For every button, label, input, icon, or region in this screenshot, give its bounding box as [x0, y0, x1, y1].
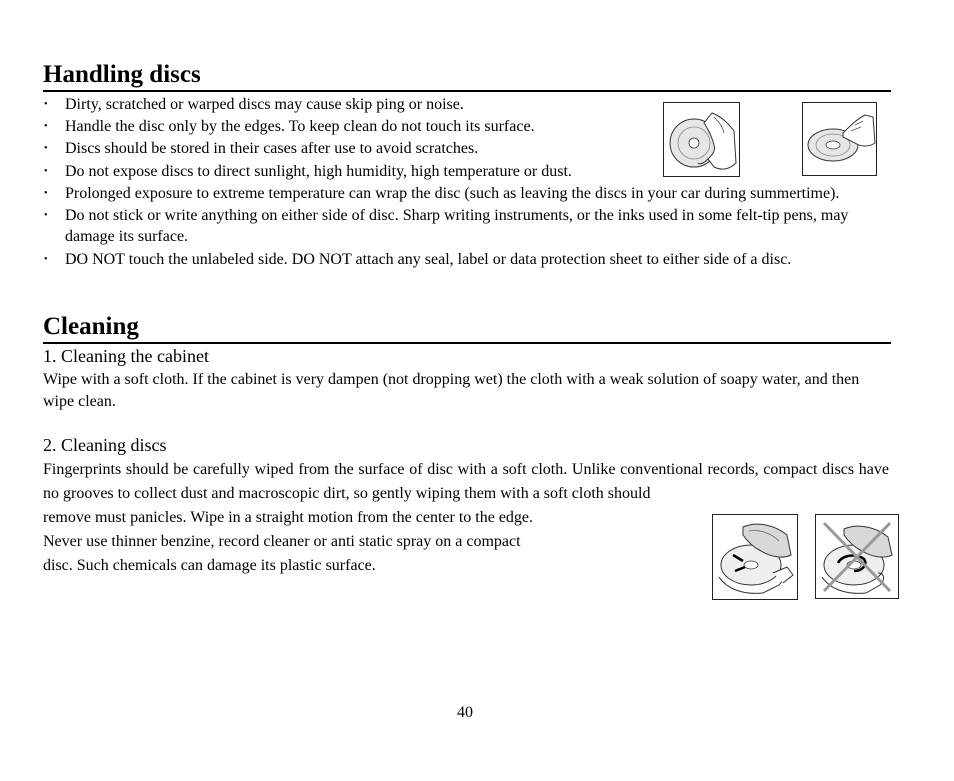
- section-title-handling: Handling discs: [43, 61, 201, 88]
- bullet-icon: •: [44, 210, 48, 222]
- hand-holding-disc-by-edge-icon: [663, 102, 740, 177]
- wipe-disc-center-to-edge-icon: [712, 514, 798, 600]
- section-title-cleaning: Cleaning: [43, 313, 139, 340]
- handling-bullet-list: [43, 94, 891, 271]
- list-item: • DO NOT touch the unlabeled side. DO NOT attach any seal, label or data protection sheet to either side of a disc.: [43, 249, 891, 270]
- cabinet-paragraph: Wipe with a soft cloth. If the cabinet is very dampen (not dropping wet) the cloth with a weak solution of soapy water, and then wipe clean.: [43, 371, 860, 410]
- bullet-icon: •: [44, 99, 48, 110]
- bullet-icon: •: [44, 187, 48, 199]
- bullet-icon: •: [44, 253, 48, 265]
- subheading-cleaning-discs: 2. Cleaning discs: [43, 435, 167, 455]
- discs-paragraph: Fingerprints should be carefully wiped from the surface of disc with a soft cloth. Unlike conventional records, compact discs have no grooves to collect dust and macroscopic dirt, so gently wiping them with a soft cloth should: [43, 461, 889, 502]
- list-item: • Do not expose discs to direct sunlight, high humidity, high temperature or dust.: [43, 161, 643, 182]
- list-item: • Handle the disc only by the edges. To keep clean do not touch its surface.: [43, 116, 643, 137]
- subheading-cleaning-cabinet: 1. Cleaning the cabinet: [43, 346, 209, 366]
- bullet-icon: •: [44, 143, 48, 155]
- discs-paragraph-line: remove must panicles. Wipe in a straight motion from the center to the edge.: [43, 509, 534, 526]
- list-item: • Dirty, scratched or warped discs may cause skip ping or noise.: [43, 94, 643, 115]
- hand-touching-disc-surface-icon: [802, 102, 877, 176]
- list-item: • Prolonged exposure to extreme temperature can wrap the disc (such as leaving the discs in your car during summertime).: [43, 183, 891, 204]
- bullet-icon: •: [44, 165, 48, 177]
- section-rule: [43, 342, 891, 344]
- wrong-circular-wipe-icon: [815, 514, 899, 599]
- page-number: 40: [457, 704, 473, 721]
- discs-paragraph-line: disc. Such chemicals can damage its plastic surface.: [43, 557, 376, 574]
- section-rule: [43, 90, 891, 92]
- list-item: • Do not stick or write anything on either side of disc. Sharp writing instruments, or the inks used in some felt-tip pens, may damage its surface.: [44, 207, 849, 246]
- list-item: • Discs should be stored in their cases after use to avoid scratches.: [43, 138, 643, 159]
- discs-paragraph-line: Never use thinner benzine, record cleaner or anti static spray on a compact: [43, 533, 521, 550]
- bullet-icon: •: [44, 121, 48, 133]
